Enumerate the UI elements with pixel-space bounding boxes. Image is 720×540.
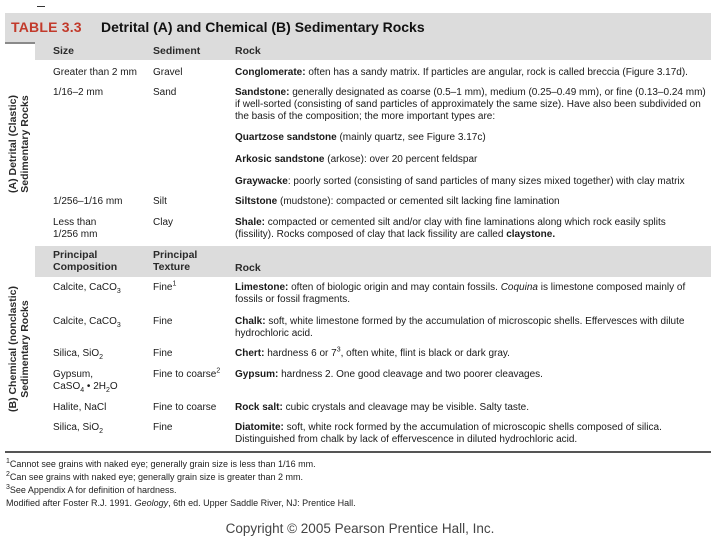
size-cell: Greater than 2 mm bbox=[53, 67, 137, 78]
section-a-side-label bbox=[5, 42, 33, 246]
rock-desc2: is limestone composed mainly of fossils or fossil fragments. bbox=[235, 282, 686, 305]
rock-name: Siltstone bbox=[235, 196, 278, 207]
header-rock-b: Rock bbox=[235, 262, 261, 274]
size-cell: Less than 1/256 mm bbox=[53, 217, 98, 240]
rock-end: claystone. bbox=[506, 229, 556, 240]
subtype-desc: (arkose): over 20 percent feldspar bbox=[324, 154, 478, 165]
rock-cell bbox=[235, 87, 707, 123]
rock-desc: (mudstone): compacted or cemented silt lacking fine lamination bbox=[277, 196, 560, 207]
sediment-cell: Gravel bbox=[153, 67, 183, 78]
table-bottom-rule bbox=[5, 451, 711, 453]
subtype-arkosic bbox=[235, 154, 707, 166]
footnote-mark: 3 bbox=[336, 346, 341, 354]
rock-name: Sandstone: bbox=[235, 87, 290, 98]
composition-text: O bbox=[109, 381, 118, 392]
composition-text: Silica, SiO bbox=[53, 348, 100, 359]
rock-name: Shale: bbox=[235, 217, 266, 228]
section-a-label-line2: Sedimentary Rocks bbox=[19, 95, 31, 193]
subscript: 2 bbox=[105, 387, 110, 394]
rock-desc2: , often white, flint is black or dark gray. bbox=[340, 348, 510, 359]
source-text: , 6th ed. Upper Saddle River, NJ: Prentice Hall. bbox=[168, 498, 356, 508]
rock-cell bbox=[235, 422, 707, 446]
composition-text: Silica, SiO bbox=[53, 422, 100, 433]
texture-text: Fine bbox=[153, 282, 173, 293]
section-b-label-line1: (B) Chemical (nonclastic) bbox=[7, 285, 19, 413]
subscript: 2 bbox=[99, 428, 104, 435]
rock-desc: hardness 6 or 7 bbox=[264, 348, 337, 359]
rock-name: Rock salt: bbox=[235, 402, 283, 413]
source-text: Modified after Foster R.J. 1991. bbox=[6, 498, 135, 508]
section-a-label-line1: (A) Detrital (Clastic) bbox=[7, 94, 19, 194]
texture-cell: Fine bbox=[153, 422, 173, 433]
subscript: 3 bbox=[116, 322, 121, 329]
source-italic: Geology bbox=[134, 498, 169, 508]
table-title: Detrital (A) and Chemical (B) Sedimentary Rocks bbox=[101, 19, 425, 35]
rock-desc: generally designated as coarse (0.5–1 mm), medium (0.25–0.49 mm), or fine (0.13–0.24 mm) if well-sorted (consisting of sand particles of approximately the same size). Have also been subdivided on the basis of the composition; the more important types are: bbox=[235, 87, 706, 122]
composition-cell: Halite, NaCl bbox=[53, 402, 107, 413]
composition-cell bbox=[53, 369, 148, 393]
size-cell: 1/256–1/16 mm bbox=[53, 196, 123, 207]
rock-name: Diatomite: bbox=[235, 422, 284, 433]
subscript: 3 bbox=[116, 288, 121, 295]
footnote-mark: 1 bbox=[6, 458, 10, 465]
rock-cell bbox=[235, 196, 707, 208]
texture-cell bbox=[153, 369, 233, 381]
header-composition: Principal Composition bbox=[53, 249, 118, 273]
rock-italic: Coquina bbox=[500, 282, 538, 293]
footnote-text: Can see grains with naked eye; generally grain size is greater than 2 mm. bbox=[9, 472, 304, 482]
table-label: TABLE 3.3 bbox=[11, 19, 82, 35]
source-note bbox=[6, 498, 356, 509]
section-b-side-label bbox=[5, 246, 33, 452]
rock-cell bbox=[235, 348, 707, 360]
rock-name: Chert: bbox=[235, 348, 265, 359]
size-cell: 1/16–2 mm bbox=[53, 87, 104, 98]
rock-desc: compacted or cemented silt and/or clay with fine laminations along which rock easily splits (fissility). Rocks composed of clay that lack fissility are called bbox=[235, 217, 666, 240]
sediment-cell: Sand bbox=[153, 87, 177, 98]
rock-cell bbox=[235, 217, 707, 241]
sediment-cell: Clay bbox=[153, 217, 174, 228]
subscript: 2 bbox=[99, 354, 104, 361]
rock-desc: cubic crystals and cleavage may be visible. Salty taste. bbox=[282, 402, 530, 413]
subtype-name: Quartzose sandstone bbox=[235, 132, 337, 143]
section-b-label-line2: Sedimentary Rocks bbox=[19, 300, 31, 398]
subtype-quartzose bbox=[235, 132, 707, 144]
composition-text: Gypsum, bbox=[53, 369, 94, 380]
section-b-header bbox=[35, 246, 711, 277]
subtype-name: Graywacke bbox=[235, 176, 288, 187]
rock-cell bbox=[235, 67, 707, 79]
composition-cell bbox=[53, 348, 148, 360]
footnote-text: See Appendix A for definition of hardness. bbox=[9, 485, 177, 495]
subtype-desc: (mainly quartz, see Figure 3.17c) bbox=[336, 132, 486, 143]
subtype-graywacke bbox=[235, 176, 707, 188]
texture-cell: Fine bbox=[153, 316, 173, 327]
footnote-3 bbox=[6, 485, 177, 496]
header-sediment: Sediment bbox=[153, 45, 201, 57]
rock-cell bbox=[235, 402, 707, 414]
header-texture: Principal Texture bbox=[153, 249, 198, 273]
header-size: Size bbox=[53, 45, 75, 57]
top-dash bbox=[37, 6, 45, 7]
composition-text: • 2H bbox=[84, 381, 106, 392]
rock-cell bbox=[235, 316, 707, 340]
composition-cell bbox=[53, 316, 148, 328]
copyright-notice: Copyright © 2005 Pearson Prentice Hall, Inc. bbox=[225, 521, 495, 536]
composition-text: Calcite, CaCO bbox=[53, 282, 117, 293]
rock-cell bbox=[235, 282, 707, 306]
header-rock: Rock bbox=[235, 45, 261, 57]
footnote-mark: 3 bbox=[6, 484, 10, 491]
rock-desc: often of biologic origin and may contain fossils. bbox=[288, 282, 501, 293]
rock-name: Conglomerate: bbox=[235, 67, 306, 78]
footnote-mark: 2 bbox=[6, 471, 10, 478]
composition-text: CaSO bbox=[53, 381, 81, 392]
rock-cell bbox=[235, 369, 707, 381]
sediment-cell: Silt bbox=[153, 196, 167, 207]
rock-desc: soft, white limestone formed by the accumulation of microscopic shells. Effervesces with dilute hydrochloric acid. bbox=[235, 316, 685, 339]
footnote-2 bbox=[6, 472, 303, 483]
footnote-mark: 2 bbox=[216, 367, 221, 375]
rock-desc: often has a sandy matrix. If particles are angular, rock is called breccia (Figure 3.17d). bbox=[305, 67, 688, 78]
composition-cell bbox=[53, 282, 148, 294]
section-a-header bbox=[35, 42, 711, 60]
rock-desc: hardness 2. One good cleavage and two poorer cleavages. bbox=[278, 369, 543, 380]
texture-cell: Fine to coarse bbox=[153, 402, 217, 413]
rock-name: Gypsum: bbox=[235, 369, 279, 380]
rock-desc: soft, white rock formed by the accumulation of microscopic shells composed of silica. Distinguished from chalk by lack of effervescence in diluted hydrochloric acid. bbox=[235, 422, 662, 445]
rock-name: Limestone: bbox=[235, 282, 289, 293]
composition-text: Calcite, CaCO bbox=[53, 316, 117, 327]
composition-cell bbox=[53, 422, 148, 434]
footnote-text: Cannot see grains with naked eye; generally grain size is less than 1/16 mm. bbox=[9, 459, 316, 469]
footnote-1 bbox=[6, 459, 316, 470]
texture-cell: Fine bbox=[153, 348, 173, 359]
footnote-mark: 1 bbox=[172, 280, 177, 288]
rock-name: Chalk: bbox=[235, 316, 266, 327]
texture-text: Fine to coarse bbox=[153, 369, 217, 380]
subscript: 4 bbox=[80, 387, 85, 394]
texture-cell bbox=[153, 282, 233, 294]
subtype-desc: : poorly sorted (consisting of sand particles of many sizes mixed together) with clay matrix bbox=[287, 176, 685, 187]
subtype-name: Arkosic sandstone bbox=[235, 154, 325, 165]
table-title-bar bbox=[5, 13, 711, 44]
